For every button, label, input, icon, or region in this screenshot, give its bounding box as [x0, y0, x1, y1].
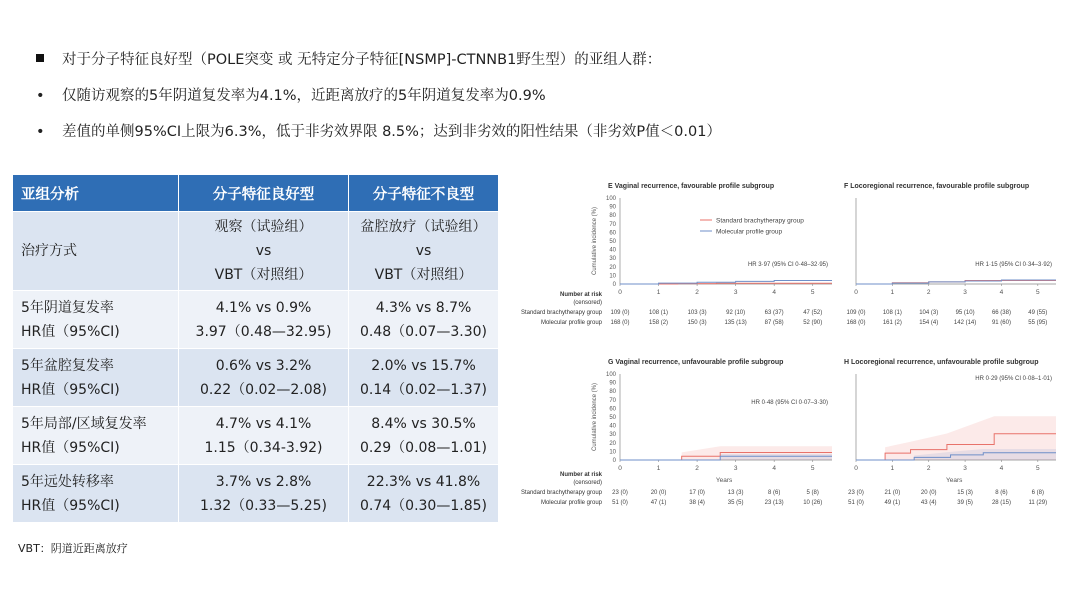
incidence-figure — [506, 170, 1072, 530]
header-unfavourable: 分子特征不良型 — [349, 175, 499, 212]
risk-header: Number at risk — [559, 292, 602, 298]
square-bullet-icon — [36, 48, 56, 72]
hr-annotation: HR 0·48 (95% CI 0·07–3·30) — [751, 400, 828, 406]
risk-value: 168 (0) — [846, 320, 866, 326]
cell-favourable: 0.6% vs 3.2% 0.22（0.02—2.08) — [179, 349, 349, 407]
x-tick-label: 0 — [618, 465, 622, 472]
bullet-dot: • — [36, 124, 45, 140]
bullet-text-2: 差值的单侧95%CI上限为6.3%，低于非劣效界限 8.5%；达到非劣效的阳性结果（非劣效P值＜0.01） — [62, 124, 721, 140]
risk-value: 108 (1) — [882, 310, 902, 316]
risk-value: 13 (3) — [727, 490, 744, 496]
molecular-ci-band — [720, 454, 832, 460]
y-axis-label: Cumulative incidence (%) — [592, 206, 598, 276]
x-tick-label: 3 — [733, 289, 738, 296]
row-label: 5年远处转移率 HR值（95%CI) — [13, 465, 179, 523]
risk-value: 20 (0) — [650, 490, 667, 496]
risk-value: 8 (6) — [768, 490, 781, 496]
risk-row-label: Standard brachytherapy group — [520, 310, 602, 316]
table-row — [13, 465, 499, 523]
y-tick-label: 30 — [609, 432, 616, 439]
y-tick-label: 50 — [609, 239, 616, 245]
y-tick-label: 40 — [609, 247, 616, 254]
row-label: 5年阴道复发率 HR值（95%CI) — [13, 291, 179, 349]
incidence-charts-svg — [506, 170, 1072, 530]
x-tick-label: 1 — [890, 465, 895, 472]
x-tick-label: 4 — [999, 289, 1004, 296]
cell-unfavourable: 22.3% vs 41.8% 0.74（0.30—1.85) — [349, 465, 499, 523]
cell-unfavourable: 8.4% vs 30.5% 0.29（0.08—1.01) — [349, 407, 499, 465]
risk-value: 43 (4) — [920, 500, 937, 506]
x-tick-label: 1 — [890, 289, 895, 296]
risk-value: 35 (5) — [727, 500, 744, 506]
x-tick-label: 4 — [772, 465, 776, 472]
risk-value: 23 (0) — [848, 490, 864, 496]
hr-annotation: HR 1·15 (95% CI 0·34–3·92) — [975, 262, 1052, 268]
risk-value: 135 (13) — [724, 320, 747, 326]
risk-value: 23 (0) — [612, 490, 628, 496]
risk-value: 6 (8) — [1031, 490, 1044, 496]
summary-bullets — [36, 48, 1056, 156]
y-tick-label: 100 — [605, 372, 616, 378]
x-tick-label: 1 — [656, 289, 661, 296]
x-tick-label: 0 — [618, 289, 622, 296]
risk-value: 15 (3) — [957, 490, 973, 496]
cell-favourable: 3.7% vs 2.8% 1.32（0.33—5.25) — [179, 465, 349, 523]
cell-favourable: 4.7% vs 4.1% 1.15（0.34-3.92) — [179, 407, 349, 465]
x-tick-label: 1 — [656, 465, 661, 472]
cell-favourable: 4.1% vs 0.9% 3.97（0.48—32.95) — [179, 291, 349, 349]
risk-value: 47 (52) — [803, 310, 823, 316]
risk-value: 51 (0) — [612, 500, 628, 506]
risk-value: 91 (60) — [991, 320, 1011, 326]
treatment-label: 治疗方式 — [13, 212, 179, 291]
risk-value: 150 (3) — [687, 320, 707, 326]
risk-value: 47 (1) — [650, 500, 667, 506]
risk-subheader: (censored) — [573, 300, 602, 306]
risk-value: 17 (0) — [689, 490, 705, 496]
risk-row-label: Molecular profile group — [540, 320, 602, 326]
x-tick-label: 4 — [999, 465, 1004, 472]
bullet-line-2 — [36, 120, 1056, 144]
bullet-line-1 — [36, 84, 1056, 108]
x-tick-label: 5 — [1036, 289, 1040, 296]
y-tick-label: 60 — [609, 230, 616, 237]
y-tick-label: 90 — [609, 380, 616, 387]
y-tick-label: 10 — [609, 273, 616, 280]
x-tick-label: 2 — [926, 289, 931, 296]
x-tick-label: 2 — [695, 465, 699, 472]
subgroup-table — [12, 174, 499, 523]
chart-title: F Locoregional recurrence, favourable profile subgroup — [844, 183, 1030, 190]
y-tick-label: 40 — [609, 423, 616, 430]
risk-value: 28 (15) — [991, 500, 1011, 506]
risk-value: 158 (2) — [649, 320, 669, 326]
risk-value: 52 (90) — [803, 320, 823, 326]
legend-entry: Molecular profile group — [716, 228, 783, 236]
risk-value: 154 (4) — [919, 320, 939, 326]
bullet-text-1: 仅随访观察的5年阴道复发率为4.1%，近距离放疗的5年阴道复发率为0.9% — [62, 88, 546, 104]
risk-row-label: Molecular profile group — [540, 500, 602, 506]
chart-title: H Locoregional recurrence, unfavourable profile subgroup — [844, 359, 1039, 366]
x-tick-label: 5 — [810, 465, 815, 472]
risk-value: 39 (5) — [957, 500, 973, 506]
y-tick-label: 20 — [609, 440, 616, 447]
risk-value: 168 (0) — [610, 320, 630, 326]
y-tick-label: 80 — [609, 389, 616, 396]
x-tick-label: 3 — [733, 465, 738, 472]
risk-value: 21 (0) — [884, 490, 901, 496]
y-tick-label: 60 — [609, 406, 616, 413]
x-tick-label: 3 — [963, 465, 967, 472]
x-tick-label: 0 — [854, 465, 858, 472]
cell-unfavourable: 2.0% vs 15.7% 0.14（0.02—1.37) — [349, 349, 499, 407]
risk-value: 38 (4) — [689, 500, 705, 506]
risk-value: 104 (3) — [919, 310, 939, 316]
risk-value: 87 (58) — [764, 320, 784, 326]
header-subgroup: 亚组分析 — [13, 175, 179, 212]
risk-value: 161 (2) — [882, 320, 902, 326]
risk-header: Number at risk — [559, 472, 602, 478]
y-tick-label: 50 — [609, 415, 616, 421]
risk-value: 5 (8) — [806, 490, 819, 496]
y-tick-label: 10 — [609, 449, 616, 456]
table-row — [13, 349, 499, 407]
risk-value: 103 (3) — [687, 310, 707, 316]
risk-value: 8 (6) — [995, 490, 1008, 496]
y-tick-label: 90 — [609, 204, 616, 211]
x-axis-label: Years — [945, 477, 963, 484]
x-tick-label: 0 — [854, 289, 858, 296]
hr-annotation: HR 0·29 (95% CI 0·08–1·01) — [975, 376, 1052, 382]
risk-value: 51 (0) — [848, 500, 864, 506]
legend-entry: Standard brachytherapy group — [716, 217, 804, 225]
y-tick-label: 0 — [612, 282, 616, 288]
y-tick-label: 80 — [609, 213, 616, 220]
heading-text: 对于分子特征良好型（POLE突变 或 无特定分子特征[NSMP]-CTNNB1野生型）的亚组人群： — [62, 52, 662, 68]
row-label: 5年局部/区域复发率 HR值（95%CI) — [13, 407, 179, 465]
y-tick-label: 30 — [609, 256, 616, 263]
x-tick-label: 2 — [926, 465, 931, 472]
chart-title: G Vaginal recurrence, unfavourable profile subgroup — [608, 359, 784, 366]
risk-value: 10 (26) — [803, 500, 823, 506]
table-row — [13, 407, 499, 465]
table-header-row — [13, 175, 499, 212]
treatment-unfavourable: 盆腔放疗（试验组） vs VBT（对照组） — [349, 212, 499, 291]
y-tick-label: 70 — [609, 221, 616, 228]
y-tick-label: 70 — [609, 397, 616, 404]
x-tick-label: 5 — [810, 289, 815, 296]
risk-value: 23 (13) — [764, 500, 784, 506]
risk-row-label: Standard brachytherapy group — [520, 490, 602, 496]
x-tick-label: 4 — [772, 289, 776, 296]
y-tick-label: 100 — [605, 196, 616, 202]
row-label: 5年盆腔复发率 HR值（95%CI) — [13, 349, 179, 407]
x-tick-label: 2 — [695, 289, 699, 296]
y-tick-label: 0 — [612, 458, 616, 464]
risk-value: 108 (1) — [649, 310, 669, 316]
risk-value: 109 (0) — [846, 310, 866, 316]
risk-value: 95 (10) — [955, 310, 975, 316]
risk-value: 92 (10) — [726, 310, 746, 316]
risk-value: 49 (55) — [1028, 310, 1048, 316]
risk-subheader: (censored) — [573, 480, 602, 486]
risk-value: 142 (14) — [953, 320, 977, 326]
risk-value: 11 (29) — [1028, 500, 1048, 506]
x-axis-label: Years — [715, 477, 733, 484]
x-tick-label: 3 — [963, 289, 967, 296]
y-axis-label: Cumulative incidence (%) — [592, 382, 598, 452]
risk-value: 20 (0) — [920, 490, 937, 496]
table-row — [13, 212, 499, 291]
risk-value: 109 (0) — [610, 310, 630, 316]
header-favourable: 分子特征良好型 — [179, 175, 349, 212]
table-row — [13, 291, 499, 349]
risk-value: 63 (37) — [764, 310, 784, 316]
footnote: VBT：阴道近距离放疗 — [18, 542, 128, 555]
heading-line — [36, 48, 1056, 72]
risk-value: 66 (38) — [991, 310, 1011, 316]
risk-value: 49 (1) — [884, 500, 901, 506]
y-tick-label: 20 — [609, 264, 616, 271]
treatment-favourable: 观察（试验组） vs VBT（对照组） — [179, 212, 349, 291]
cell-unfavourable: 4.3% vs 8.7% 0.48（0.07—3.30) — [349, 291, 499, 349]
hr-annotation: HR 3·97 (95% CI 0·48–32·95) — [747, 262, 828, 268]
risk-value: 55 (95) — [1028, 320, 1048, 326]
chart-title: E Vaginal recurrence, favourable profile subgroup — [608, 183, 775, 190]
x-tick-label: 5 — [1036, 465, 1040, 472]
bullet-dot: • — [36, 88, 45, 104]
